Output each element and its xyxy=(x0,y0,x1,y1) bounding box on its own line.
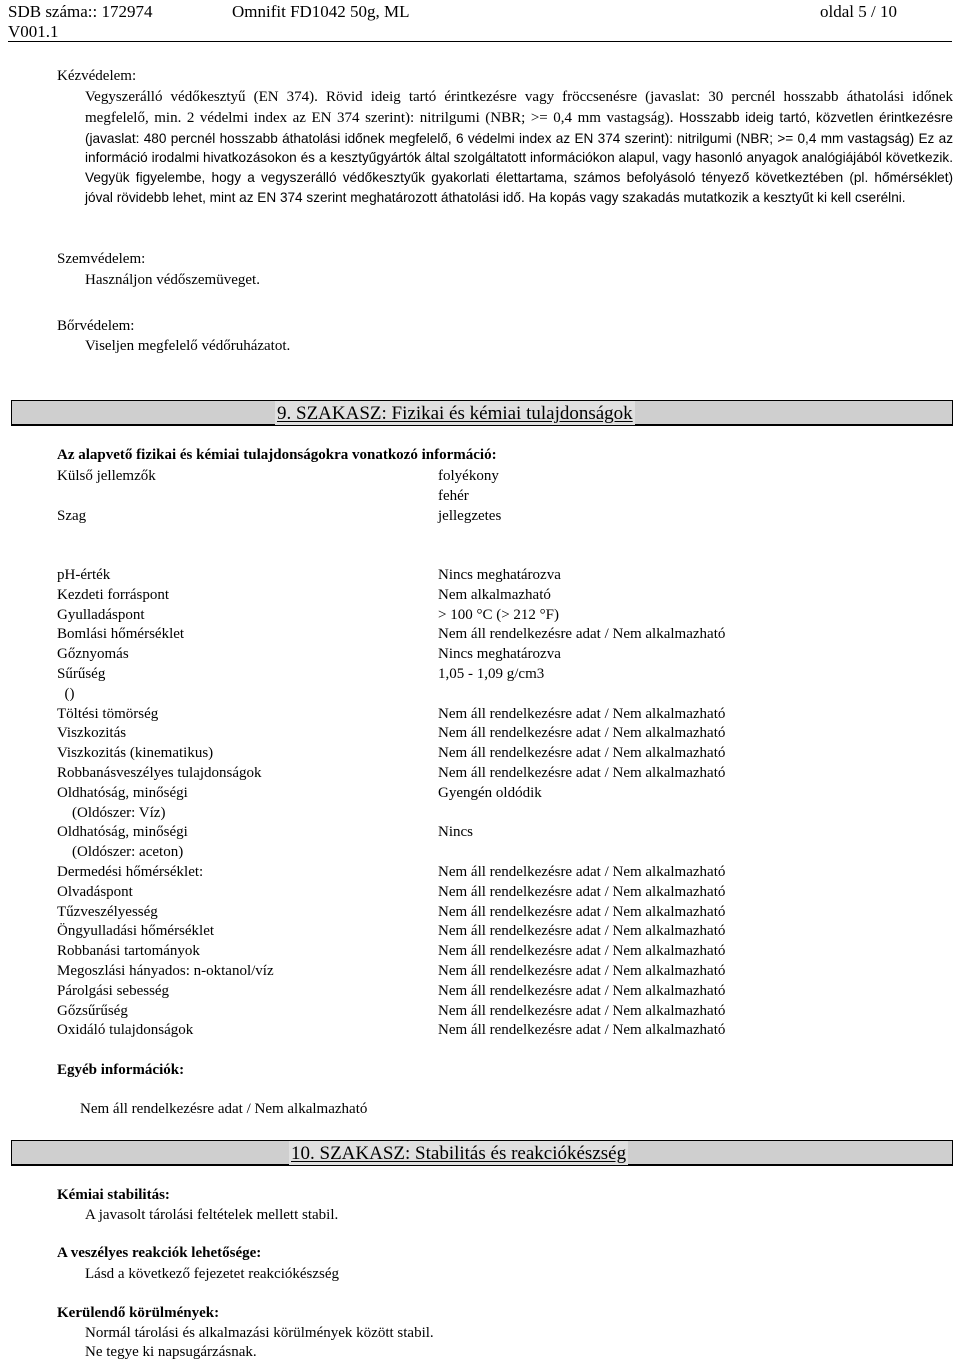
eye-protection-text: Használjon védőszemüveget. xyxy=(85,272,260,288)
property-value: Nem áll rendelkezésre adat / Nem alkalmazható xyxy=(438,883,726,900)
property-value: Nem áll rendelkezésre adat / Nem alkalmazható xyxy=(438,982,726,999)
property-name: Töltési tömörség xyxy=(57,705,159,722)
property-value: Gyengén oldódik xyxy=(438,784,542,801)
property-value: Nem áll rendelkezésre adat / Nem alkalmazható xyxy=(438,745,726,762)
property-name: Viszkozitás xyxy=(57,725,127,742)
property-name: Gőznyomás xyxy=(57,646,129,663)
property-value: 1,05 - 1,09 g/cm3 xyxy=(438,666,545,682)
property-row xyxy=(57,982,957,1002)
version-label: V001.1 xyxy=(8,22,59,41)
page-indicator: oldal 5 / 10 xyxy=(820,2,897,21)
section-9-title: 9. SZAKASZ: Fizikai és kémiai tulajdonságok xyxy=(277,403,633,424)
conditions-to-avoid-line-2: Ne tegye ki napsugárzásnak. xyxy=(85,1344,257,1360)
skin-protection-label: Bőrvédelem: xyxy=(57,318,135,334)
property-row xyxy=(57,586,957,606)
property-value: Nem áll rendelkezésre adat / Nem alkalmazható xyxy=(438,725,726,742)
property-row xyxy=(57,606,957,626)
property-name: Gyulladáspont xyxy=(57,606,145,623)
conditions-to-avoid-label: Kerülendő körülmények: xyxy=(57,1305,220,1321)
property-row xyxy=(57,922,957,942)
hazardous-reactions-label: A veszélyes reakciók lehetősége: xyxy=(57,1245,262,1261)
property-name: Robbanási tartományok xyxy=(57,943,200,960)
property-name: pH-érték xyxy=(57,567,111,583)
odor-value: jellegzetes xyxy=(438,508,502,524)
property-name: Tűzveszélyesség xyxy=(57,903,158,920)
chem-stability-text: A javasolt tárolási feltételek mellett stabil. xyxy=(85,1207,339,1223)
hand-protection-lead: Vegyszerálló védőkesztyű (EN 374). Rövid ideig tartó érintkezésre vagy fröccsenésre (javaslat: 30 percnél hosszabb áthatolási időnek megfelelő, min. 2 védelmi index az EN 374 szerint): nitrilgumi (NBR; >= 0,4 mm vastagság). xyxy=(85,89,953,126)
property-name: (Oldószer: Víz) xyxy=(57,804,166,821)
section-10-banner xyxy=(11,1140,953,1166)
property-row xyxy=(57,685,957,705)
property-name: Öngyulladási hőmérséklet xyxy=(57,923,215,940)
odor-label: Szag xyxy=(57,508,87,524)
property-name: Sűrűség xyxy=(57,666,106,682)
property-name: Oldhatóság, minőségi xyxy=(57,824,188,841)
property-name: Bomlási hőmérséklet xyxy=(57,626,185,643)
property-name: Robbanásveszélyes tulajdonságok xyxy=(57,765,262,781)
property-row xyxy=(57,843,957,863)
property-row xyxy=(57,962,957,982)
property-name: Gőzsűrűség xyxy=(57,1002,128,1019)
property-name: Oxidáló tulajdonságok xyxy=(57,1022,194,1039)
property-value: Nem áll rendelkezésre adat / Nem alkalmazható xyxy=(438,963,726,979)
property-value: Nem áll rendelkezésre adat / Nem alkalmazható xyxy=(438,1022,726,1039)
property-value: Nincs meghatározva xyxy=(438,646,561,663)
appearance-label: Külső jellemzők xyxy=(57,468,156,484)
property-name: Megoszlási hányados: n-oktanol/víz xyxy=(57,963,274,979)
chem-stability-label: Kémiai stabilitás: xyxy=(57,1187,170,1203)
property-value: Nem áll rendelkezésre adat / Nem alkalmazható xyxy=(438,705,726,722)
property-value: Nem áll rendelkezésre adat / Nem alkalmazható xyxy=(438,943,726,960)
property-value: > 100 °C (> 212 °F) xyxy=(438,606,560,623)
other-info-text: Nem áll rendelkezésre adat / Nem alkalmazható xyxy=(80,1101,368,1117)
eye-protection-label: Szemvédelem: xyxy=(57,251,146,267)
hand-protection-body: Hosszabb ideig tartó, közvetlen érintkezésre (javaslat: 480 percnél hosszabb áthatolási időnek megfelelő, 6 védelmi index az EN 374 szerint): nitrilgumi (NBR; >= 0,4 mm vastagság) Ez az információ irodalmi hivatkozásokon és a kesztyűgyártók által szolgáltatott információkon alapul, vagy hasonló anyagok analógiájából következik. Vegyük figyelembe, hogy a vegyszerálló védőkesztyűk gyakorlati élettartama, számos befolyásoló tényező következtében (pl. hőmérséklet) jóval rövidebb lehet, mint az EN 374 szerint meghatározott áthatolási idő. Ha kopás vagy szakadás mutatkozik a kesztyűt ki kell cserélni. xyxy=(85,109,953,205)
property-row xyxy=(57,823,957,843)
property-value: Nincs xyxy=(438,824,473,841)
property-row xyxy=(57,645,957,665)
property-row xyxy=(57,724,957,744)
property-name: (Oldószer: aceton) xyxy=(57,844,184,861)
property-row xyxy=(57,942,957,962)
skin-protection-text: Viseljen megfelelő védőruházatot. xyxy=(85,338,291,354)
property-row xyxy=(57,883,957,903)
property-row xyxy=(57,1021,957,1041)
property-row xyxy=(57,903,957,923)
other-info-label: Egyéb információk: xyxy=(57,1062,185,1078)
conditions-to-avoid-line-1: Normál tárolási és alkalmazási körülmények között stabil. xyxy=(85,1325,434,1341)
property-row xyxy=(57,705,957,725)
property-row xyxy=(57,764,957,784)
property-name: Viszkozitás (kinematikus) xyxy=(57,745,214,762)
property-row xyxy=(57,784,957,804)
property-row xyxy=(57,863,957,883)
property-name: () xyxy=(57,685,75,702)
property-row xyxy=(57,744,957,764)
property-value: Nem áll rendelkezésre adat / Nem alkalmazható xyxy=(438,903,726,920)
sds-number: SDB száma:: 172974 xyxy=(8,2,153,21)
property-value: Nem áll rendelkezésre adat / Nem alkalmazható xyxy=(438,923,726,940)
property-value: Nem alkalmazható xyxy=(438,586,551,603)
property-name: Olvadáspont xyxy=(57,883,133,900)
hand-protection-text xyxy=(85,87,953,208)
property-row xyxy=(57,804,957,824)
property-name: Oldhatóság, minőségi xyxy=(57,784,188,801)
property-name: Dermedési hőmérséklet: xyxy=(57,864,204,880)
property-row xyxy=(57,566,957,586)
hand-protection-label: Kézvédelem: xyxy=(57,68,137,84)
appearance-form: folyékony xyxy=(438,468,499,484)
header-divider xyxy=(8,41,952,42)
property-value: Nem áll rendelkezésre adat / Nem alkalmazható xyxy=(438,864,726,880)
property-row xyxy=(57,665,957,685)
property-name: Kezdeti forráspont xyxy=(57,586,170,603)
property-value: Nem áll rendelkezésre adat / Nem alkalmazható xyxy=(438,1002,726,1019)
property-row xyxy=(57,625,957,645)
section-10-title: 10. SZAKASZ: Stabilitás és reakciókészség xyxy=(291,1143,627,1164)
section-9-banner xyxy=(11,400,953,426)
appearance-color: fehér xyxy=(438,488,469,504)
property-value: Nincs meghatározva xyxy=(438,567,561,583)
property-row xyxy=(57,1002,957,1022)
property-value: Nem áll rendelkezésre adat / Nem alkalmazható xyxy=(438,765,726,781)
property-value: Nem áll rendelkezésre adat / Nem alkalmazható xyxy=(438,626,726,643)
property-name: Párolgási sebesség xyxy=(57,982,170,999)
hazardous-reactions-text: Lásd a következő fejezetet reakciókészség xyxy=(85,1266,340,1282)
section-9-subtitle: Az alapvető fizikai és kémiai tulajdonságokra vonatkozó információ: xyxy=(57,447,497,463)
product-name: Omnifit FD1042 50g, ML xyxy=(232,2,410,21)
